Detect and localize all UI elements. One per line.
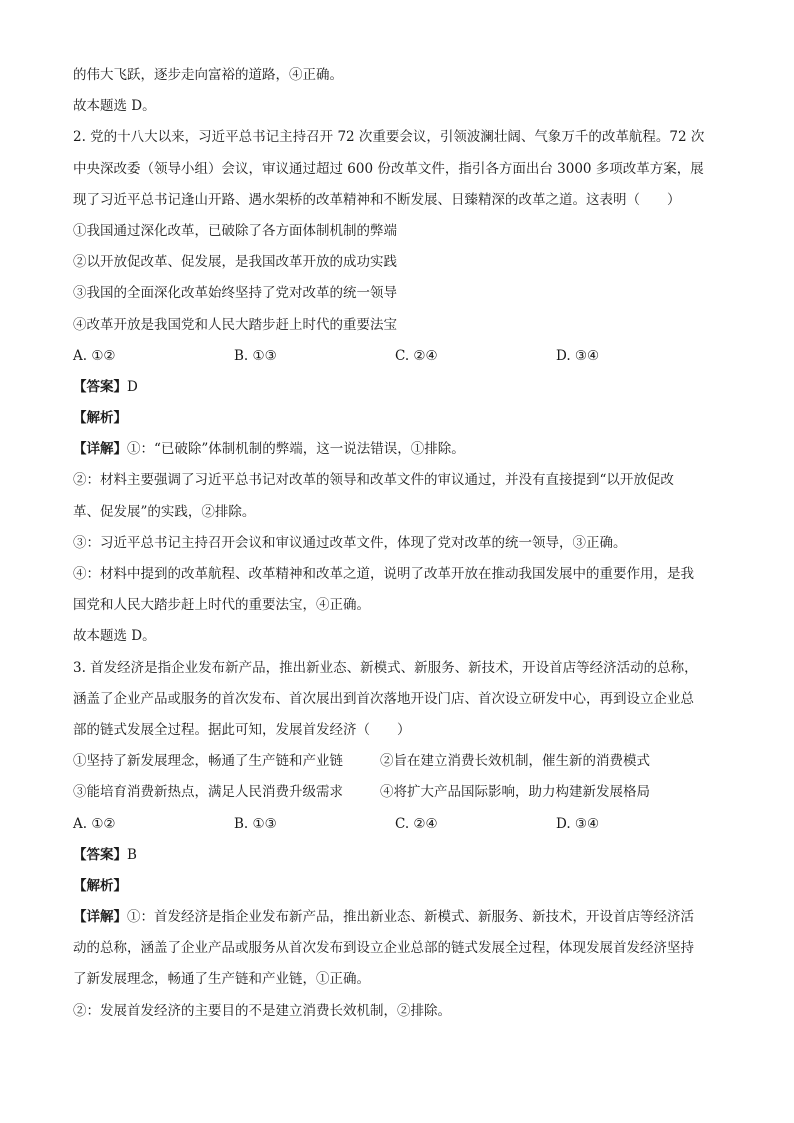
q2-answer: [73, 372, 723, 403]
q3-option-a: A. ①②: [73, 815, 116, 832]
q3-item-1: ①坚持了新发展理念，畅通了生产链和产业链: [73, 753, 343, 770]
q2-item-4: ④改革开放是我国党和人民大踏步赶上时代的重要法宝: [73, 316, 397, 333]
q2-item-1: ①我国通过深化改革，已破除了各方面体制机制的弊端: [73, 222, 397, 239]
q2-option-d: D. ③④: [556, 347, 600, 364]
q3-stem-line-2: 涵盖了企业产品或服务的首次发布、首次展出到首次落地开设门店、首次设立研发中心，再到设立企业总: [73, 690, 694, 707]
q2-item-2: ②以开放促改革、促发展，是我国改革开放的成功实践: [73, 254, 397, 271]
q2-detail-text-1: ①：“已破除”体制机制的弊端，这一说法错误，①排除。: [127, 441, 465, 458]
q3-items-row-2: [73, 777, 723, 808]
q3-analysis-heading: [73, 871, 723, 902]
q3-detail-line-3: 了新发展理念，畅通了生产链和产业链，①正确。: [73, 971, 370, 988]
q3-items-row-1: [73, 746, 723, 777]
q3-stem-line-1: 3. 首发经济是指企业发布新产品，推出新业态、新模式、新服务、新技术，开设首店等经济活动的总称，: [73, 659, 698, 676]
q2-option-c: C. ②④: [395, 347, 438, 364]
q3-stem-line-3: 部的链式发展全过程。据此可知，发展首发经济（ ）: [73, 721, 411, 738]
q2-answer-tag: 【答案】: [73, 378, 127, 395]
q3-answer-value: B: [127, 846, 137, 863]
q3-detail-line-2: 动的总称，涵盖了企业产品或服务从首次发布到设立企业总部的链式发展全过程，体现发展首发经济坚持: [73, 940, 694, 957]
q2-stem-line-1: 2. 党的十八大以来，习近平总书记主持召开 72 次重要会议，引领波澜壮阔、气象万千的改革航程。72 次: [73, 129, 705, 146]
q2-detail-line-5: ④：材料中提到的改革航程、改革精神和改革之道，说明了改革开放在推动我国发展中的重要作用，是我: [73, 566, 694, 582]
q3-item-2: ②旨在建立消费长效机制，催生新的消费模式: [380, 753, 650, 770]
q2-answer-value: D: [127, 378, 138, 395]
q2-item-3: ③我国的全面深化改革始终坚持了党对改革的统一领导: [73, 285, 397, 302]
q2-option-b: B. ①③: [234, 347, 277, 364]
q3-option-c: C. ②④: [395, 815, 438, 832]
q2-stem-line-2: 中央深改委（领导小组）会议，审议通过超过 600 份改革文件，指引各方面出台 3000 多项改革方案，展: [73, 160, 704, 177]
q3-options: [73, 809, 723, 840]
prev-continuation-line: 的伟大飞跃，逐步走向富裕的道路，④正确。: [73, 67, 343, 83]
q3-option-d: D. ③④: [556, 815, 600, 832]
q2-detail-line-1: [73, 434, 723, 465]
q3-detail-text-1: ①：首发经济是指企业发布新产品，推出新业态、新模式、新服务、新技术，开设首店等经济活: [127, 909, 694, 926]
q3-detail-tag: 【详解】: [73, 909, 127, 926]
q3-detail-line-1: [73, 902, 723, 933]
q2-analysis-heading: [73, 403, 723, 434]
q2-detail-line-2: ②：材料主要强调了习近平总书记对改革的领导和改革文件的审议通过，并没有直接提到“以开放促改: [73, 472, 674, 489]
q2-stem-line-3: 现了习近平总书记逢山开路、遇水架桥的改革精神和不断发展、日臻精深的改革之道。这表明（ ）: [73, 191, 681, 208]
q3-answer: [73, 840, 723, 871]
q2-detail-line-4: ③：习近平总书记主持召开会议和审议通过改革文件，体现了党对改革的统一领导，③正确。: [73, 534, 627, 551]
q3-analysis-tag: 【解析】: [73, 877, 127, 894]
prev-conclusion: 故本题选 D。: [73, 98, 156, 115]
q2-conclusion: 故本题选 D。: [73, 628, 156, 645]
q3-item-3: ③能培育消费新热点，满足人民消费升级需求: [73, 784, 343, 801]
q2-options: [73, 341, 723, 372]
q2-detail-tag: 【详解】: [73, 441, 127, 458]
q3-answer-tag: 【答案】: [73, 846, 127, 863]
q2-detail-line-6: 国党和人民大踏步赶上时代的重要法宝，④正确。: [73, 597, 370, 614]
q2-option-a: A. ①②: [73, 347, 116, 364]
q2-analysis-tag: 【解析】: [73, 410, 127, 427]
q3-option-b: B. ①③: [234, 815, 277, 832]
document-page: [73, 60, 723, 1027]
q2-detail-line-3: 革、促发展”的实践，②排除。: [73, 503, 256, 520]
q3-detail-line-4: ②：发展首发经济的主要目的不是建立消费长效机制，②排除。: [73, 1002, 451, 1019]
q3-item-4: ④将扩大产品国际影响，助力构建新发展格局: [380, 784, 650, 801]
